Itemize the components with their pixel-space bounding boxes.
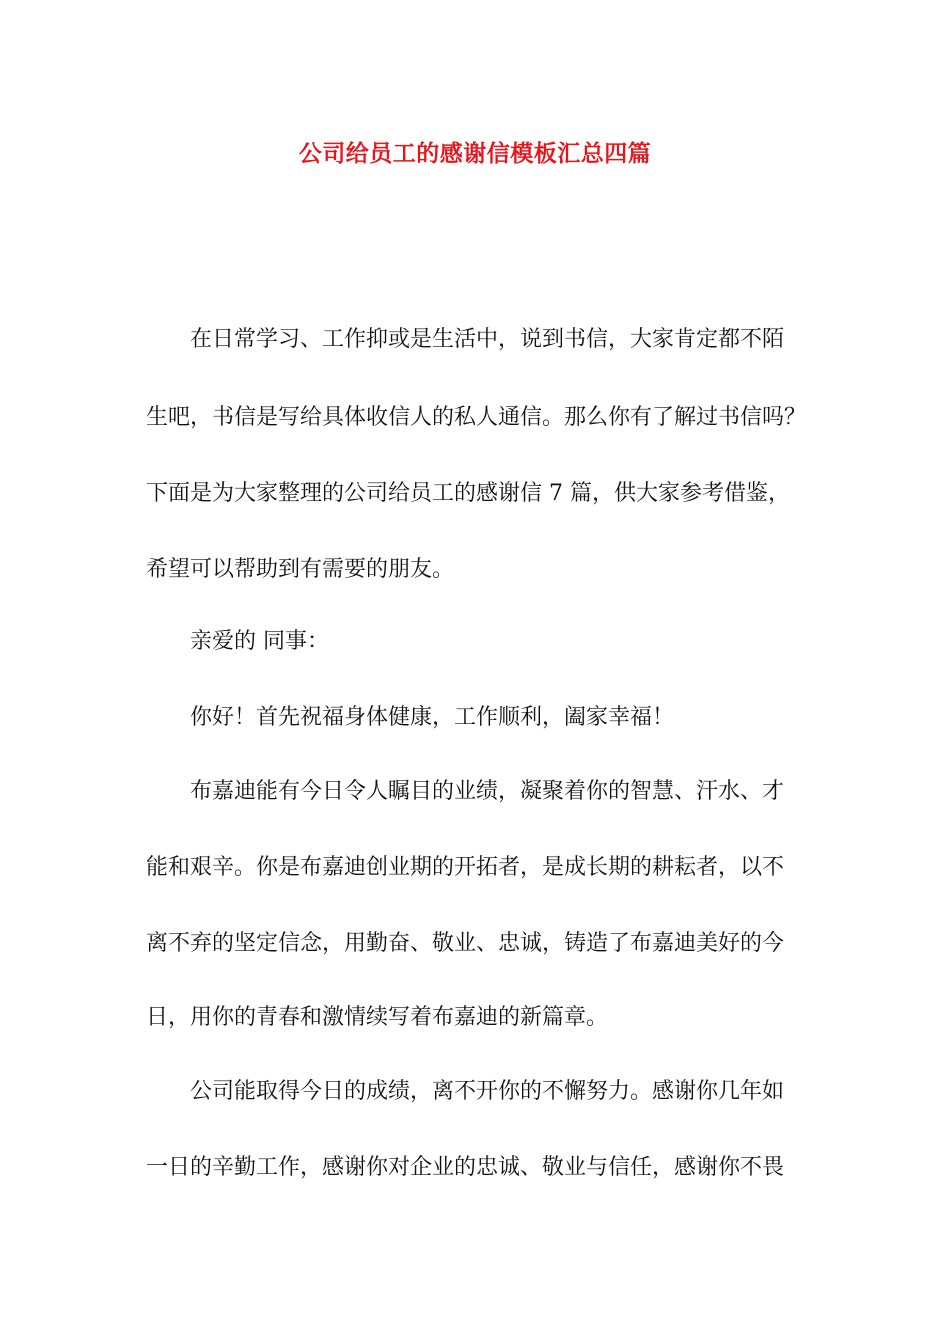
body-line-12: 一日的辛勤工作，感谢你对企业的忠诚、敬业与信任，感谢你不畏: [146, 1155, 785, 1180]
body-line-10: 日，用你的青春和激情续写着布嘉迪的新篇章。: [146, 1005, 609, 1030]
body-line-3: 下面是为大家整理的公司给员工的感谢信 7 篇，供大家参考借鉴，: [146, 481, 790, 506]
body-line-4: 希望可以帮助到有需要的朋友。: [146, 557, 455, 582]
body-line-8: 能和艰辛。你是布嘉迪创业期的开拓者，是成长期的耕耘者，以不: [146, 855, 785, 880]
body-line-2: 生吧，书信是写给具体收信人的私人通信。那么你有了解过书信吗？: [146, 405, 807, 430]
salutation-line: 亲爱的 同事：: [190, 629, 329, 654]
body-line-1: 在日常学习、工作抑或是生活中，说到书信，大家肯定都不陌: [190, 327, 785, 352]
body-line-7: 布嘉迪能有今日令人瞩目的业绩，凝聚着你的智慧、汗水、才: [190, 779, 785, 804]
document-title: 公司给员工的感谢信模板汇总四篇: [298, 140, 652, 167]
body-line-11: 公司能取得今日的成绩，离不开你的不懈努力。感谢你几年如: [190, 1079, 785, 1104]
greeting-line: 你好！首先祝福身体健康，工作顺利，阖家幸福！: [190, 705, 675, 730]
body-line-9: 离不弃的坚定信念，用勤奋、敬业、忠诚，铸造了布嘉迪美好的今: [146, 931, 785, 956]
